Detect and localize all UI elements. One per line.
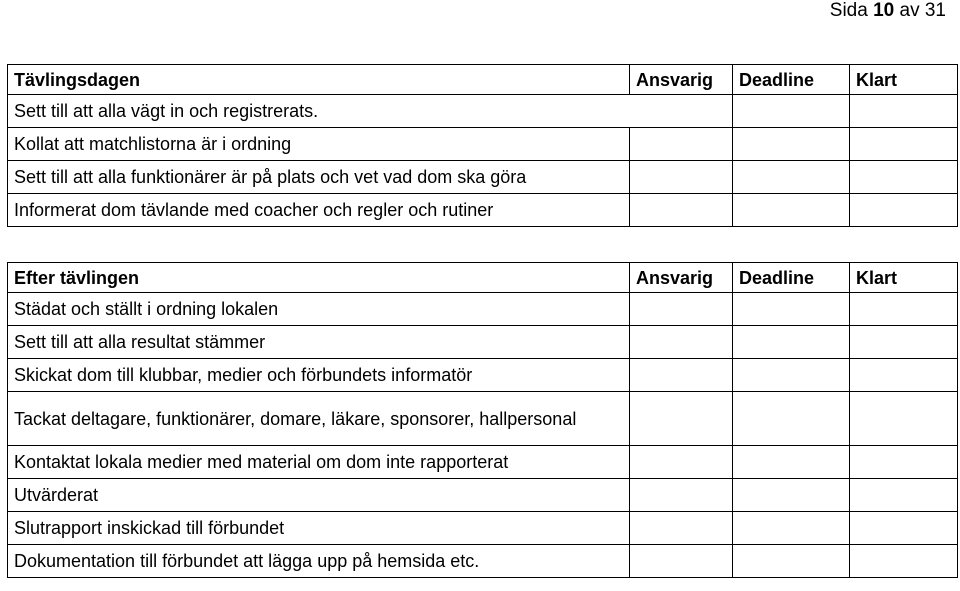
- table-row: [8, 194, 958, 227]
- table-row: [8, 446, 958, 479]
- ansvarig-cell: [630, 128, 733, 161]
- checklist-item: Dokumentation till förbundet att lägga upp på hemsida etc.: [8, 545, 630, 578]
- deadline-cell: [733, 446, 850, 479]
- deadline-cell: [733, 392, 850, 446]
- deadline-cell: [733, 194, 850, 227]
- section-title: Tävlingsdagen: [8, 65, 630, 95]
- deadline-cell: [733, 512, 850, 545]
- deadline-cell: [733, 293, 850, 326]
- section-title: Efter tävlingen: [8, 263, 630, 293]
- checklist-item: Sett till att alla funktionärer är på plats och vet vad dom ska göra: [8, 161, 630, 194]
- ansvarig-cell: [630, 326, 733, 359]
- klart-cell: [850, 95, 958, 128]
- column-header-klart: Klart: [850, 65, 958, 95]
- ansvarig-cell: [630, 392, 733, 446]
- page-number: [830, 0, 946, 22]
- klart-cell: [850, 392, 958, 446]
- checklist-item: Tackat deltagare, funktionärer, domare, läkare, sponsorer, hallpersonal: [8, 392, 630, 446]
- checklist-item: Sett till att alla vägt in och registrerats.: [8, 95, 733, 128]
- deadline-cell: [733, 326, 850, 359]
- ansvarig-cell: [630, 512, 733, 545]
- checklist-item: Kollat att matchlistorna är i ordning: [8, 128, 630, 161]
- klart-cell: [850, 293, 958, 326]
- page-current: 10: [873, 0, 895, 21]
- table-header-row: [8, 65, 958, 95]
- checklist-item: Sett till att alla resultat stämmer: [8, 326, 630, 359]
- klart-cell: [850, 545, 958, 578]
- table-row: [8, 545, 958, 578]
- table-row: [8, 293, 958, 326]
- ansvarig-cell: [630, 359, 733, 392]
- klart-cell: [850, 128, 958, 161]
- ansvarig-cell: [630, 293, 733, 326]
- column-header-ansvarig: Ansvarig: [630, 65, 733, 95]
- checklist-item: Städat och ställt i ordning lokalen: [8, 293, 630, 326]
- column-header-deadline: Deadline: [733, 263, 850, 293]
- klart-cell: [850, 479, 958, 512]
- deadline-cell: [733, 545, 850, 578]
- klart-cell: [850, 326, 958, 359]
- deadline-cell: [733, 128, 850, 161]
- klart-cell: [850, 446, 958, 479]
- klart-cell: [850, 161, 958, 194]
- deadline-cell: [733, 161, 850, 194]
- column-header-deadline: Deadline: [733, 65, 850, 95]
- ansvarig-cell: [630, 161, 733, 194]
- deadline-cell: [733, 359, 850, 392]
- table-row: [8, 128, 958, 161]
- checklist-table-efter-tavlingen: [7, 262, 958, 578]
- checklist-item: Skickat dom till klubbar, medier och förbundets informatör: [8, 359, 630, 392]
- klart-cell: [850, 359, 958, 392]
- table-row: [8, 479, 958, 512]
- checklist-table-tavlingsdagen: [7, 64, 958, 227]
- table-header-row: [8, 263, 958, 293]
- klart-cell: [850, 194, 958, 227]
- deadline-cell: [733, 479, 850, 512]
- table-row: [8, 512, 958, 545]
- checklist-item: Informerat dom tävlande med coacher och regler och rutiner: [8, 194, 630, 227]
- checklist-item: Slutrapport inskickad till förbundet: [8, 512, 630, 545]
- deadline-cell: [733, 95, 850, 128]
- column-header-klart: Klart: [850, 263, 958, 293]
- ansvarig-cell: [630, 545, 733, 578]
- ansvarig-cell: [630, 446, 733, 479]
- table-row: [8, 161, 958, 194]
- checklist-item: Utvärderat: [8, 479, 630, 512]
- checklist-item: Kontaktat lokala medier med material om dom inte rapporterat: [8, 446, 630, 479]
- table-row: [8, 95, 958, 128]
- ansvarig-cell: [630, 194, 733, 227]
- table-row: [8, 392, 958, 446]
- table-row: [8, 359, 958, 392]
- column-header-ansvarig: Ansvarig: [630, 263, 733, 293]
- table-row: [8, 326, 958, 359]
- page-total: av 31: [899, 0, 946, 21]
- page-label: Sida: [829, 0, 868, 21]
- klart-cell: [850, 512, 958, 545]
- ansvarig-cell: [630, 479, 733, 512]
